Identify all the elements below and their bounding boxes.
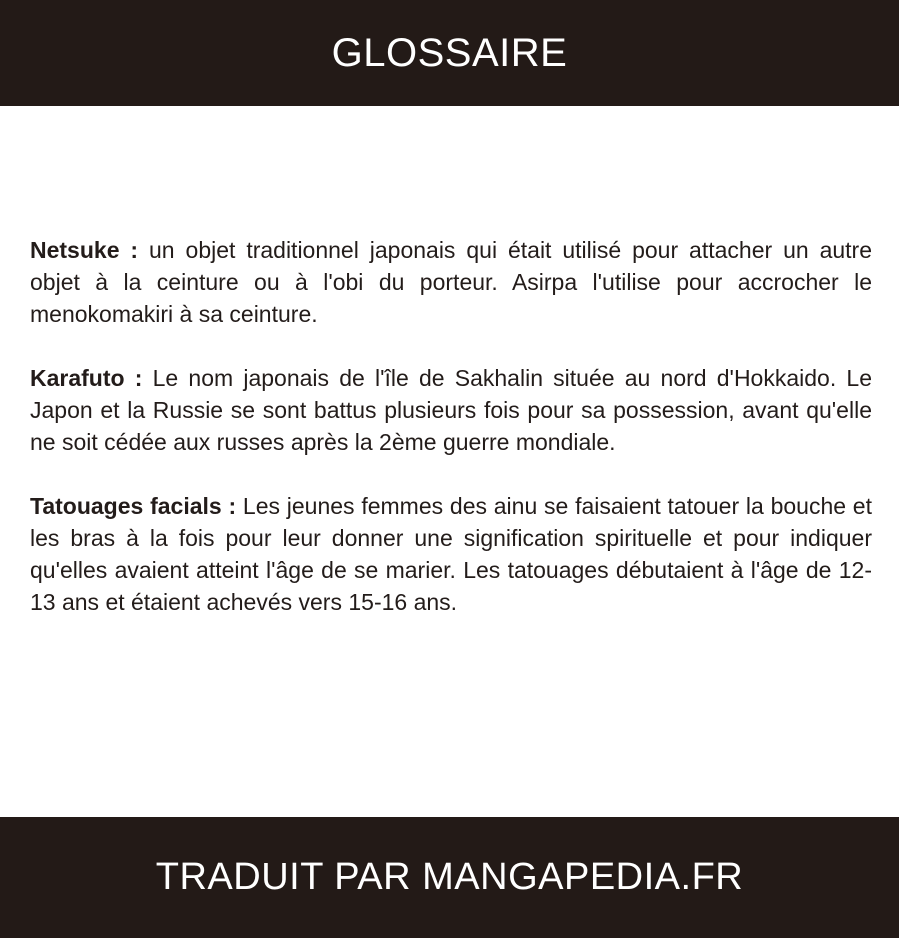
glossary-definition: Les jeunes femmes des ainu se faisaient tatouer la bouche et les bras à la fois pour leur donner une signification spirituelle et pour indiquer qu'elles avaient atteint l'âge de se marier. Les tatouages débutaient à l'âge de 12-13 ans et étaient achevés vers 15-16 ans. xyxy=(30,493,872,615)
glossary-definition: Le nom japonais de l'île de Sakhalin située au nord d'Hokkaido. Le Japon et la Russie se sont battus plusieurs fois pour sa possession, avant qu'elle ne soit cédée aux russes après la 2ème guerre mondiale. xyxy=(30,365,872,455)
translation-credit: TRADUIT PAR MANGAPEDIA.FR xyxy=(155,856,744,898)
page-title: GLOSSAIRE xyxy=(331,30,568,75)
glossary-definition: un objet traditionnel japonais qui était utilisé pour attacher un autre objet à la ceinture ou à l'obi du porteur. Asirpa l'utilise pour accrocher le menokomakiri à sa ceinture. xyxy=(30,237,873,327)
glossary-term: Tatouages facials : xyxy=(30,493,237,519)
glossary-term: Netsuke : xyxy=(30,237,139,263)
glossary-list xyxy=(30,234,872,650)
glossary-entry-netsuke xyxy=(30,234,872,330)
footer-banner xyxy=(0,817,899,938)
header-banner xyxy=(0,0,899,106)
glossary-entry-karafuto xyxy=(30,362,872,458)
glossary-entry-tatouages xyxy=(30,490,872,618)
glossary-term: Karafuto : xyxy=(30,365,143,391)
